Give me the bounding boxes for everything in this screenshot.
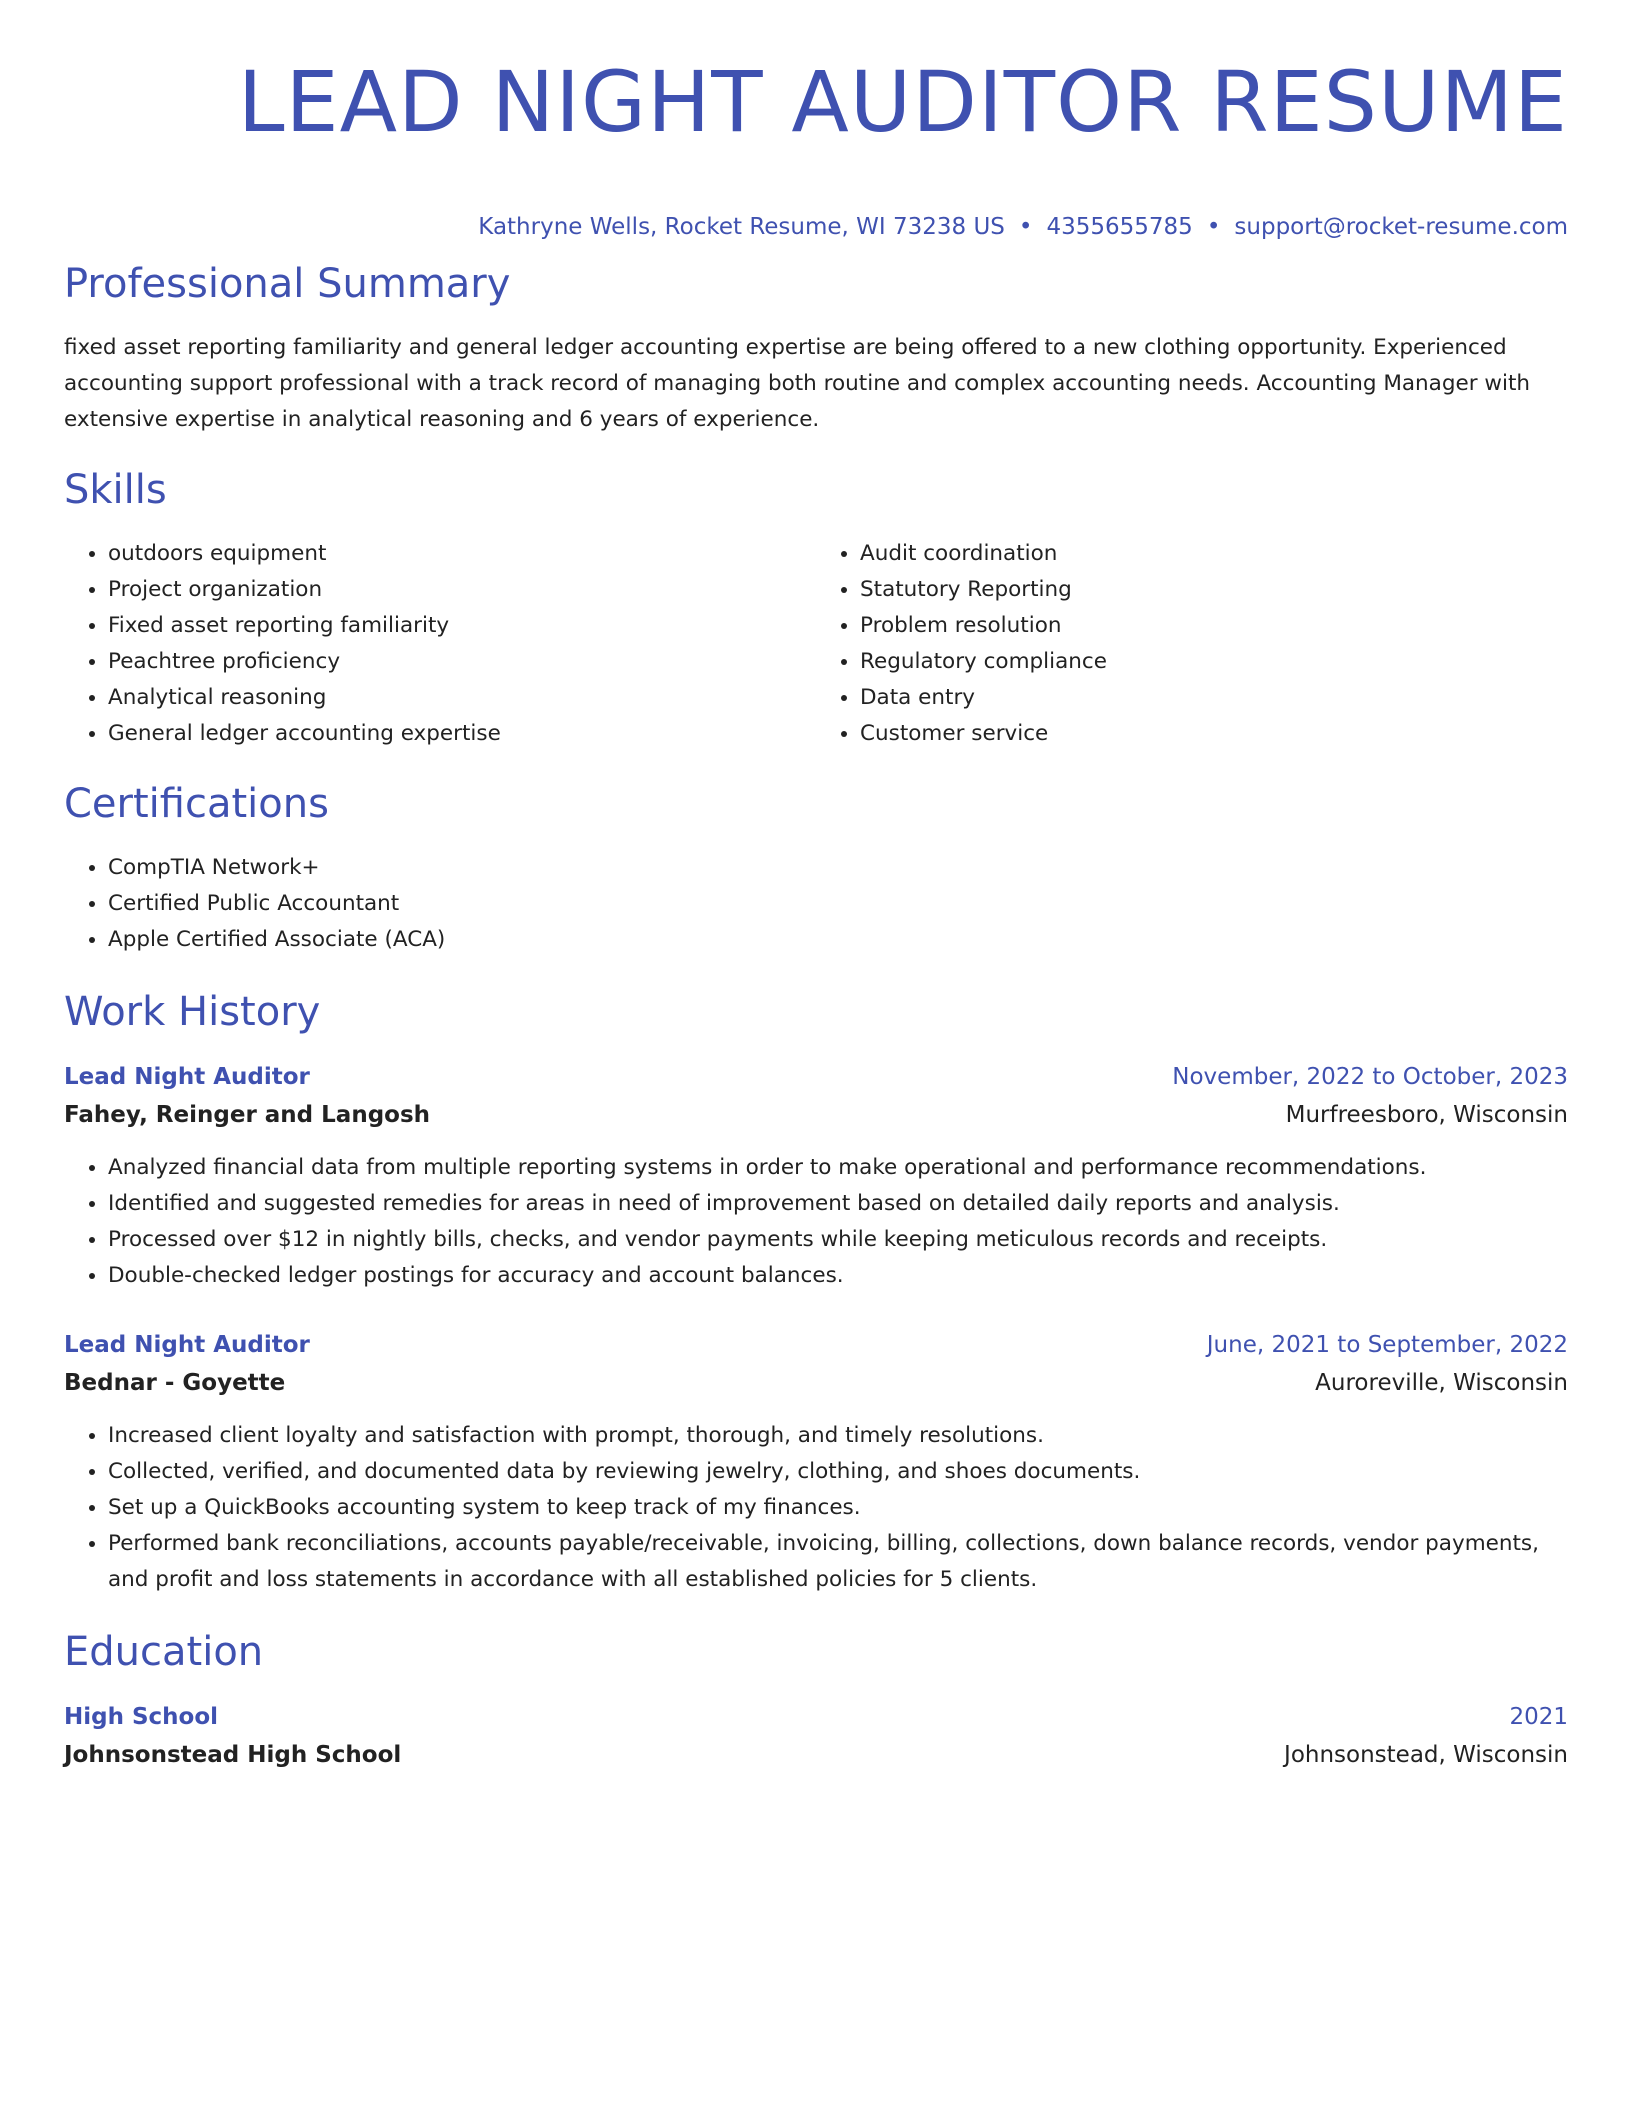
certification-item: • Apple Certified Associate (ACA) bbox=[108, 922, 1612, 958]
skill-item: • Data entry bbox=[860, 680, 1568, 716]
skill-item: • Fixed asset reporting familiarity bbox=[108, 608, 816, 644]
skill-item: • Project organization bbox=[108, 572, 816, 608]
skill-item: • Analytical reasoning bbox=[108, 680, 816, 716]
job-employer-row bbox=[64, 1364, 1568, 1402]
skill-item: • Audit coordination bbox=[860, 536, 1568, 572]
contact-address: Kathryne Wells, Rocket Resume, WI 73238 US bbox=[478, 214, 1005, 240]
skill-item: • Statutory Reporting bbox=[860, 572, 1568, 608]
skill-item: • General ledger accounting expertise bbox=[108, 716, 816, 752]
contact-line bbox=[64, 212, 1568, 242]
contact-separator: • bbox=[1206, 214, 1221, 240]
education-header bbox=[64, 1698, 1568, 1736]
resume-title: LEAD NIGHT AUDITOR RESUME bbox=[237, 53, 1568, 151]
education-school-row bbox=[64, 1736, 1568, 1774]
skills-column-right bbox=[816, 536, 1568, 752]
job-duty-item: • Identified and suggested remedies for areas in need of improvement based on detailed daily reports and analysis. bbox=[108, 1186, 1568, 1222]
skills-list bbox=[64, 536, 1568, 752]
education-entry bbox=[64, 1698, 1568, 1774]
skills-column-left bbox=[64, 536, 816, 752]
skill-item: • Regulatory compliance bbox=[860, 644, 1568, 680]
job-duty-item: • Double-checked ledger postings for accuracy and account balances. bbox=[108, 1258, 1568, 1294]
job-duties bbox=[64, 1150, 1568, 1294]
skill-item: • Customer service bbox=[860, 716, 1568, 752]
summary-heading: Professional Summary bbox=[64, 261, 511, 307]
education-location: Johnsonstead, Wisconsin bbox=[1284, 1742, 1568, 1768]
job-entry bbox=[64, 1058, 1568, 1294]
education-heading: Education bbox=[64, 1629, 264, 1675]
job-title: Lead Night Auditor bbox=[64, 1064, 310, 1090]
job-duties bbox=[64, 1418, 1568, 1598]
skills-heading: Skills bbox=[64, 467, 167, 513]
education-school: Johnsonstead High School bbox=[64, 1742, 402, 1768]
certifications-heading: Certifications bbox=[64, 781, 329, 827]
skill-item: • Problem resolution bbox=[860, 608, 1568, 644]
job-duty-item: • Performed bank reconciliations, accounts payable/receivable, invoicing, billing, collections, down balance records, vendor payments, and profit and loss statements in accordance with all established policies for 5 clients. bbox=[108, 1526, 1568, 1598]
job-duty-item: • Processed over $12 in nightly bills, checks, and vendor payments while keeping meticulous records and receipts. bbox=[108, 1222, 1568, 1258]
job-employer-row bbox=[64, 1096, 1568, 1134]
job-title: Lead Night Auditor bbox=[64, 1332, 310, 1358]
job-company: Bednar - Goyette bbox=[64, 1370, 286, 1396]
skill-item: • outdoors equipment bbox=[108, 536, 816, 572]
job-company: Fahey, Reinger and Langosh bbox=[64, 1102, 431, 1128]
certification-item: • Certified Public Accountant bbox=[108, 886, 1612, 922]
certification-item: • CompTIA Network+ bbox=[108, 850, 1612, 886]
education-degree: High School bbox=[64, 1704, 219, 1730]
contact-separator: • bbox=[1018, 214, 1033, 240]
job-dates: November, 2022 to October, 2023 bbox=[1172, 1064, 1568, 1090]
job-header bbox=[64, 1058, 1568, 1096]
certifications-list bbox=[64, 850, 1612, 958]
job-location: Auroreville, Wisconsin bbox=[1315, 1370, 1568, 1396]
contact-phone: 4355655785 bbox=[1046, 214, 1193, 240]
job-entry bbox=[64, 1326, 1568, 1598]
job-duty-item: • Collected, verified, and documented data by reviewing jewelry, clothing, and shoes documents. bbox=[108, 1454, 1568, 1490]
work-history-heading: Work History bbox=[64, 989, 321, 1035]
skill-item: • Peachtree proficiency bbox=[108, 644, 816, 680]
job-duty-item: • Analyzed financial data from multiple reporting systems in order to make operational and performance recommendations. bbox=[108, 1150, 1568, 1186]
summary-text: fixed asset reporting familiarity and general ledger accounting expertise are being offered to a new clothing opportunity. Experienced accounting support professional with a track record of managing both routine and complex accounting needs. Accounting Manager with extensive expertise in analytical reasoning and 6 years of experience. bbox=[64, 335, 1531, 432]
job-header bbox=[64, 1326, 1568, 1364]
contact-email: support@rocket-resume.com bbox=[1234, 214, 1568, 240]
job-duty-item: • Set up a QuickBooks accounting system to keep track of my finances. bbox=[108, 1490, 1568, 1526]
job-dates: June, 2021 to September, 2022 bbox=[1206, 1332, 1568, 1358]
job-duty-item: • Increased client loyalty and satisfaction with prompt, thorough, and timely resolutions. bbox=[108, 1418, 1568, 1454]
job-location: Murfreesboro, Wisconsin bbox=[1285, 1102, 1568, 1128]
education-year: 2021 bbox=[1509, 1704, 1568, 1730]
